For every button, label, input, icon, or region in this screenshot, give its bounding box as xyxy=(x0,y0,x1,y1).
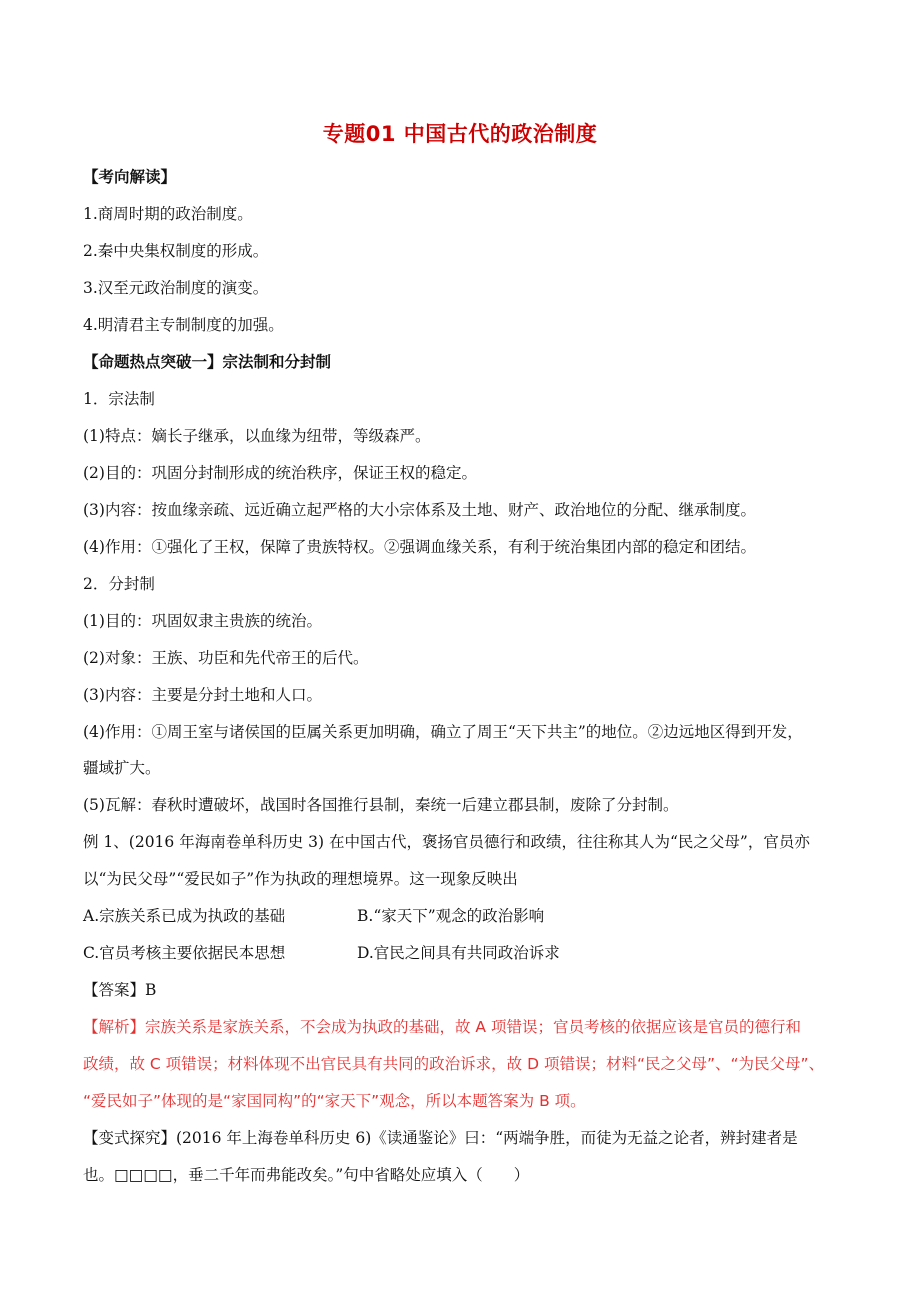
kaoxiang-item: 1.商周时期的政治制度。 xyxy=(83,205,253,223)
zongfa-heading: 1．宗法制 xyxy=(83,390,155,408)
section1-heading: 【命题热点突破一】宗法制和分封制 xyxy=(83,353,332,371)
kaoxiang-item: 3.汉至元政治制度的演变。 xyxy=(83,279,269,297)
zongfa-item: (2)目的：巩固分封制形成的统治秩序，保证王权的稳定。 xyxy=(83,464,477,482)
fenfeng-item: 疆域扩大。 xyxy=(83,759,161,777)
option-c: C.官员考核主要依据民本思想 xyxy=(83,944,286,962)
zongfa-item: (3)内容：按血缘亲疏、远近确立起严格的大小宗体系及土地、财产、政治地位的分配、继承制度。 xyxy=(83,501,756,519)
fenfeng-heading: 2．分封制 xyxy=(83,575,155,593)
option-d: D.官民之间具有共同政治诉求 xyxy=(357,944,560,962)
answer-line: 【答案】B xyxy=(83,981,157,999)
analysis-line: “爱民如子”体现的是“家国同构”的“家天下”观念，所以本题答案为 B 项。 xyxy=(83,1092,586,1110)
zongfa-item: (4)作用：①强化了王权，保障了贵族特权。②强调血缘关系，有利于统治集团内部的稳定和团结。 xyxy=(83,538,756,556)
option-b: B.“家天下”观念的政治影响 xyxy=(357,907,545,925)
kaoxiang-item: 2.秦中央集权制度的形成。 xyxy=(83,242,269,260)
page-title: 专题01 中国古代的政治制度 xyxy=(322,122,598,146)
option-a: A.宗族关系已成为执政的基础 xyxy=(83,907,286,925)
example1-question: 例 1、(2016 年海南卷单科历史 3) 在中国古代，褒扬官员德行和政绩，往往称其人为“民之父母”，官员亦 xyxy=(83,833,810,851)
analysis-line: 【解析】宗族关系是家族关系，不会成为执政的基础，故 A 项错误；官员考核的依据应该是官员的德行和 xyxy=(83,1018,801,1036)
fenfeng-item: (1)目的：巩固奴隶主贵族的统治。 xyxy=(83,612,322,630)
kaoxiang-heading: 【考向解读】 xyxy=(83,168,177,186)
fenfeng-item: (4)作用：①周王室与诸侯国的臣属关系更加明确，确立了周王“天下共主”的地位。②边远地区得到开发， xyxy=(83,723,803,741)
zongfa-item: (1)特点：嫡长子继承，以血缘为纽带，等级森严。 xyxy=(83,427,431,445)
fenfeng-item: (3)内容：主要是分封土地和人口。 xyxy=(83,686,322,704)
variant-question: 【变式探究】(2016 年上海卷单科历史 6)《读通鉴论》曰：“两端争胜，而徒为无益之论者，辨封建者是 xyxy=(83,1129,798,1147)
analysis-line: 政绩，故 C 项错误；材料体现不出官民具有共同的政治诉求，故 D 项错误；材料“民之父母”、“为民父母”、 xyxy=(83,1055,825,1073)
fenfeng-item: (5)瓦解：春秋时遭破坏，战国时各国推行县制，秦统一后建立郡县制，废除了分封制。 xyxy=(83,796,679,814)
fenfeng-item: (2)对象：王族、功臣和先代帝王的后代。 xyxy=(83,649,369,667)
kaoxiang-item: 4.明清君主专制制度的加强。 xyxy=(83,316,284,334)
example1-question: 以“为民父母”“爱民如子”作为执政的理想境界。这一现象反映出 xyxy=(83,870,518,888)
variant-question: 也。□□□□，垂二千年而弗能改矣。”句中省略处应填入（ ） xyxy=(83,1166,530,1184)
